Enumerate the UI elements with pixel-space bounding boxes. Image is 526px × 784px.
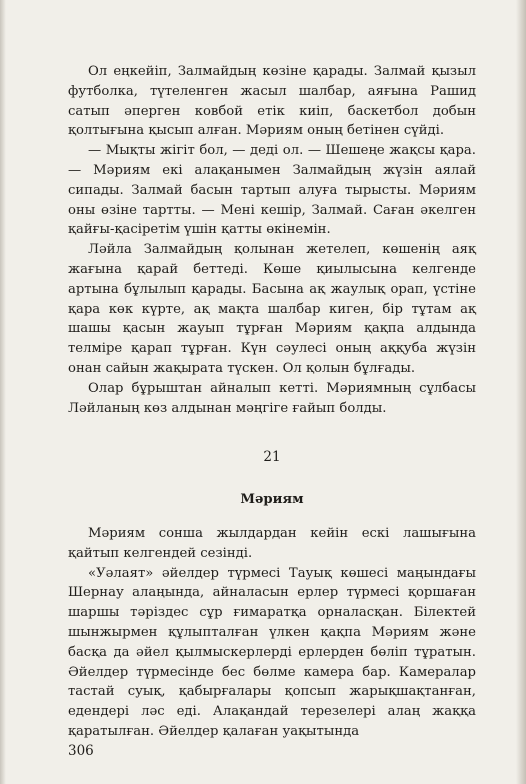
paragraph-3: Ләйла Залмайдың қолынан жетелеп, көшенің аяқ жағына қарай беттеді. Көше қиылысына келгенде артына бұлылып қарады. Басына ақ жаулық орап, үстіне қара көк күрте, ақ мақта шалбар киген, бір тұтам ақ шашы қасын жауып тұрған Мәриям қақпа алдында телміре қарап тұрған. Күн сәулесі оның аққуба жүзін онан сайын жақырата түскен. Ол қолын бұлғады. (68, 242, 476, 376)
paragraph-1: Ол еңкейіп, Залмайдың көзіне қарады. Залмай қызыл футболка, түтеленген жасыл шалбар, аяғына Рашид сатып әперген ковбой етік киіп, баскетбол добын қолтығына қысып алған. Мәриям оның бетінен сүйді. (68, 64, 476, 139)
page-number: 306 (68, 743, 94, 759)
paragraph-6: «Уәлаят» әйелдер түрмесі Тауық көшесі маңындағы Шернау алаңында, айналасын ерлер түрмесі қоршаған шаршы тәріздес сұр ғимаратқа орналасқан. Білектей шынжырмен құлыпталған үлкен қақпа Мәриям және басқа да әйел қылмыскерлерді ерлерден бөліп тұратын. Әйелдер түрмесінде бес бөлме камера бар. Камералар тастай суық, қабырғалары қопсып жарықшақтанған, едендері ләс еді. Алақандай терезелері алаң жаққа қаратылған. Әйелдер қалаған уақытында (68, 565, 476, 739)
chapter-number: 21 (263, 449, 281, 466)
paragraph-2: — Мықты жігіт бол, — деді ол. — Шешеңе жақсы қара. — Мәриям екі алақанымен Залмайдың жүзін аялай сипады. Залмай басын тартып алуға тырысты. Мәриям оны өзіне тартты. — Мені кешір, Залмай. Саған әкелген қайғы-қасіретім үшін қатты өкінемін. (68, 143, 476, 238)
paragraph-5: Мәриям сонша жылдардан кейін ескі лашығына қайтып келгендей сезінді. (68, 525, 476, 561)
chapter-title: Мәриям (240, 492, 304, 508)
paragraph-4: Олар бұрыштан айналып кетті. Мәриямның сұлбасы Ләйланың көз алдынан мәңгіге ғайып болды. (68, 380, 476, 416)
